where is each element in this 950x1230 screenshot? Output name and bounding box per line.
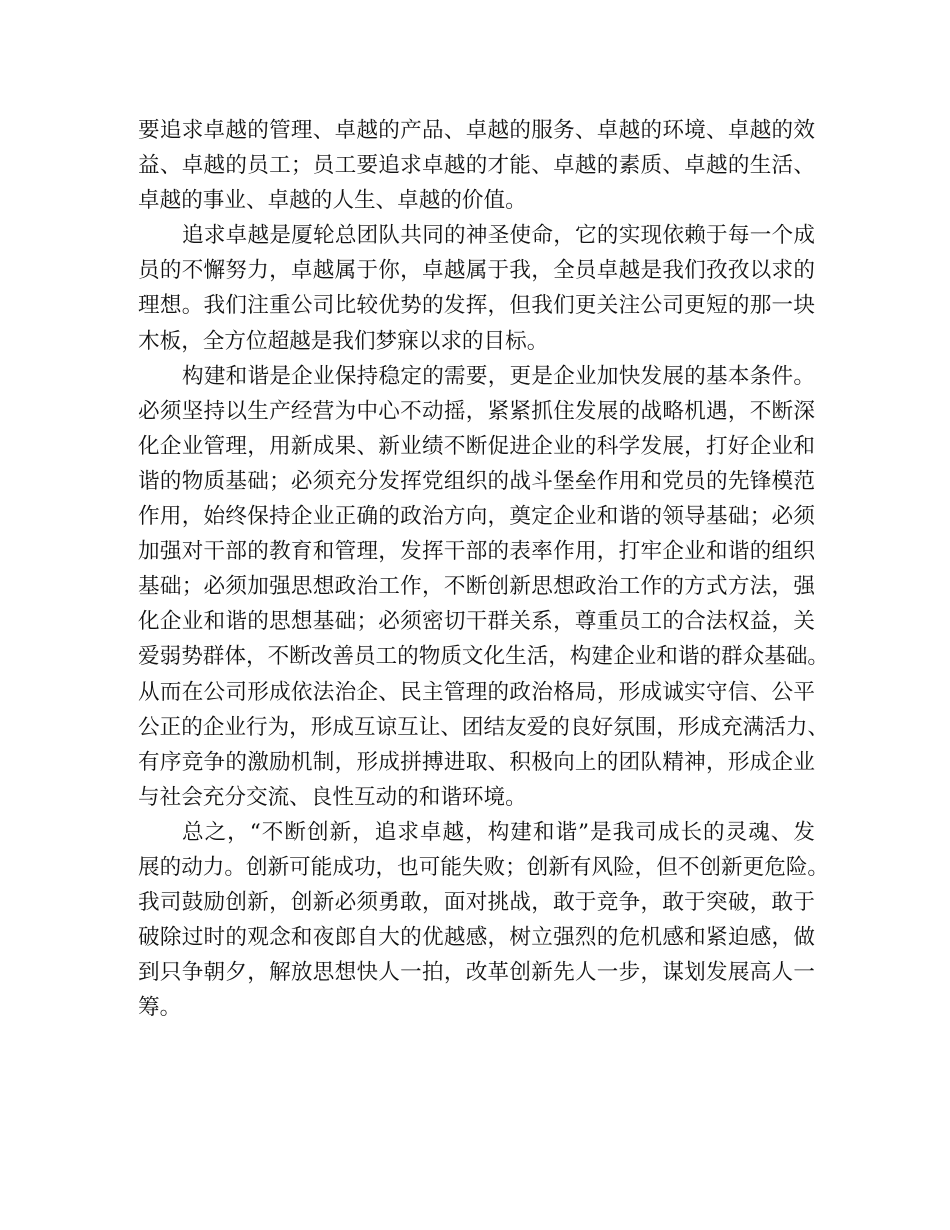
paragraph-line: 员的不懈努力，卓越属于你，卓越属于我，全员卓越是我们孜孜以求的	[138, 258, 815, 284]
paragraph-line: 基础；必须加强思想政治工作，不断创新思想政治工作的方式方法，强	[138, 574, 815, 600]
paragraph-line: 加强对干部的教育和管理，发挥干部的表率作用，打牢企业和谐的组织	[138, 539, 815, 565]
paragraph-line: 筹。	[138, 995, 182, 1021]
paragraph-line: 必须坚持以生产经营为中心不动摇，紧紧抓住发展的战略机遇，不断深	[138, 398, 815, 424]
paragraph-line: 从而在公司形成依法治企、民主管理的政治格局，形成诚实守信、公平	[138, 679, 815, 705]
paragraph-line: 追求卓越是厦轮总团队共同的神圣使命，它的实现依赖于每一个成	[182, 223, 815, 249]
paragraph-line: 谐的物质基础；必须充分发挥党组织的战斗堡垒作用和党员的先锋模范	[138, 468, 815, 494]
paragraph-line: 与社会充分交流、良性互动的和谐环境。	[138, 784, 527, 810]
paragraph-line: 化企业管理，用新成果、新业绩不断促进企业的科学发展，打好企业和	[138, 433, 815, 459]
paragraph-p2	[138, 218, 815, 358]
paragraph-line: 爱弱势群体，不断改善员工的物质文化生活，构建企业和谐的群众基础。	[138, 644, 830, 670]
paragraph-p3	[138, 359, 830, 815]
paragraph-line: 公正的企业行为，形成互谅互让、团结友爱的良好氛围，形成充满活力、	[138, 714, 830, 740]
paragraph-line: 展的动力。创新可能成功，也可能失败；创新有风险，但不创新更危险。	[138, 854, 830, 880]
document-body	[138, 113, 830, 1025]
paragraph-line: 要追求卓越的管理、卓越的产品、卓越的服务、卓越的环境、卓越的效	[138, 118, 815, 143]
paragraph-line: 作用，始终保持企业正确的政治方向，奠定企业和谐的领导基础；必须	[138, 504, 815, 530]
paragraph-p1	[138, 113, 815, 218]
paragraph-line: 卓越的事业、卓越的人生、卓越的价值。	[138, 188, 527, 214]
paragraph-p4	[138, 815, 830, 1026]
paragraph-line: 构建和谐是企业保持稳定的需要，更是企业加快发展的基本条件。	[182, 363, 815, 389]
paragraph-line: 益、卓越的员工；员工要追求卓越的才能、卓越的素质、卓越的生活、	[138, 153, 815, 179]
paragraph-line: 有序竞争的激励机制，形成拼搏进取、积极向上的团队精神，形成企业	[138, 749, 815, 775]
paragraph-line: 破除过时的观念和夜郎自大的优越感，树立强烈的危机感和紧迫感，做	[138, 925, 815, 951]
paragraph-line: 总之，“不断创新，追求卓越，构建和谐”是我司成长的灵魂、发	[182, 819, 815, 845]
paragraph-line: 化企业和谐的思想基础；必须密切干群关系，尊重员工的合法权益，关	[138, 609, 815, 635]
paragraph-line: 到只争朝夕，解放思想快人一拍，改革创新先人一步，谋划发展高人一	[138, 960, 815, 986]
paragraph-line: 理想。我们注重公司比较优势的发挥，但我们更关注公司更短的那一块	[138, 293, 815, 319]
paragraph-line: 木板，全方位超越是我们梦寐以求的目标。	[138, 328, 549, 354]
paragraph-line: 我司鼓励创新，创新必须勇敢，面对挑战，敢于竞争，敢于突破，敢于	[138, 890, 815, 916]
